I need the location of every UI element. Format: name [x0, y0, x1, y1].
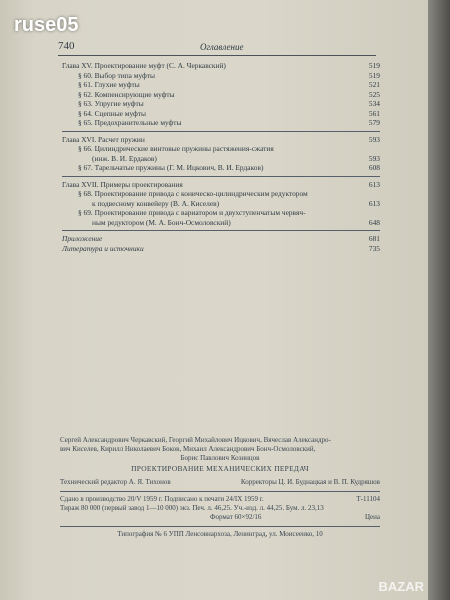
- imprint-authors-1: Сергей Александрович Черкавский, Георгий Михайлович Ицкович, Вячеслав Александро-: [60, 436, 331, 444]
- toc-entry: [62, 218, 380, 228]
- print-dates: Сдано в производство 20/V 1959 г. Подписано к печати 24/IX 1959 г.: [60, 495, 264, 503]
- toc-entry-title: § 62. Компенсирующие муфты: [78, 89, 175, 99]
- page-number: 740: [58, 40, 75, 52]
- print-format: Формат 60×92/16: [210, 513, 262, 521]
- imprint-rule: [60, 491, 380, 492]
- technical-editor: Технический редактор А. Я. Тихонов: [60, 478, 171, 486]
- print-price: Цена: [364, 513, 380, 521]
- toc-entry: [62, 109, 380, 119]
- toc-entry-title: § 64. Сцепные муфты: [78, 108, 146, 118]
- toc-entry-page: 519: [368, 61, 380, 70]
- toc-entry: [62, 199, 380, 209]
- toc-entry-title: (инж. В. И. Ердаков): [92, 153, 157, 163]
- watermark-logo: ruse05: [14, 14, 79, 36]
- imprint-editors: [60, 478, 380, 487]
- toc-entry: [62, 154, 380, 164]
- toc-entry-title: ным редуктором (М. А. Бонч-Осмоловский): [92, 217, 231, 227]
- binding-shadow: [428, 0, 450, 600]
- toc-entry: [62, 118, 380, 128]
- imprint-rule-2: [60, 526, 380, 527]
- toc-entry: [62, 99, 380, 109]
- toc-entry: [62, 208, 380, 218]
- toc-entry-page: 648: [368, 217, 380, 227]
- toc-entry: [62, 163, 380, 173]
- watermark-bottom: BAZAR: [378, 579, 424, 594]
- toc-entry-title: Глава XVII. Примеры проектирования: [62, 179, 183, 189]
- toc-entry-page: 593: [368, 153, 380, 163]
- toc-entry-title: § 60. Выбор типа муфты: [78, 70, 155, 80]
- toc-entry-title: к подвесному конвейеру (В. А. Киселев): [92, 198, 220, 208]
- toc-entry: [62, 234, 380, 244]
- toc-entry-page: 521: [368, 80, 380, 89]
- table-of-contents: [62, 61, 380, 253]
- toc-entry-page: 593: [368, 134, 380, 144]
- toc-entry-title: § 66. Цилиндрические винтовые пружины растяжения-сжатия: [78, 144, 274, 153]
- book-title: ПРОЕКТИРОВАНИЕ МЕХАНИЧЕСКИХ ПЕРЕДАЧ: [131, 464, 309, 473]
- toc-entry: [62, 71, 380, 81]
- toc-entry-page: 525: [368, 89, 380, 99]
- toc-entry-title: § 69. Проектирование привода с вариатором и двухступенчатым червяч-: [78, 208, 306, 217]
- print-line-1: [60, 495, 380, 504]
- toc-entry-page: 534: [368, 99, 380, 108]
- toc-entry: [62, 244, 380, 254]
- proofreaders: Корректоры Ц. И. Буднацкая и В. П. Кудряшов: [240, 478, 380, 486]
- print-line-2: Тираж 80 000 (первый завод 1—10 000) экз. Печ. л. 46,25. Уч.-изд. л. 44,25. Бум. л. 23,13: [60, 504, 324, 512]
- toc-entry: [62, 144, 380, 154]
- imprint-authors-3: Борис Павлович Козинцов: [180, 454, 260, 462]
- toc-rule: [62, 131, 380, 132]
- toc-entry-title: § 61. Глухие муфты: [78, 80, 140, 89]
- toc-entry: [62, 189, 380, 199]
- toc-entry-page: 579: [368, 118, 380, 127]
- toc-entry-page: 613: [368, 179, 380, 189]
- toc-chapter: [62, 180, 380, 190]
- imprint-authors-2: вич Киселев, Кирилл Николаевич Боков, Михаил Александрович Бонч-Осмоловский,: [60, 445, 316, 453]
- toc-rule: [62, 176, 380, 177]
- toc-entry-page: 519: [368, 70, 380, 80]
- imprint: [60, 436, 380, 539]
- toc-entry: [62, 90, 380, 100]
- toc-entry-title: § 67. Тарельчатые пружины (Г. М. Ицкович, В. И. Ердаков): [78, 163, 264, 172]
- running-head: Оглавление: [200, 42, 244, 52]
- toc-chapter: [62, 61, 380, 71]
- toc-entry-title: Литература и источники: [62, 243, 144, 253]
- toc-entry-title: § 68. Проектирование привода с коническо-цилиндрическим редуктором: [78, 189, 308, 198]
- typography-line: Типография № 6 УПП Ленсовнархоза, Ленинград, ул. Моисеенко, 10: [117, 530, 323, 538]
- toc-entry-page: 608: [368, 163, 380, 172]
- toc-entry-title: § 63. Упругие муфты: [78, 99, 144, 108]
- print-code: Т-11104: [356, 495, 380, 503]
- print-line-3: [60, 513, 380, 522]
- toc-entry-title: § 65. Предохранительные муфты: [78, 118, 182, 127]
- toc-entry-page: 561: [368, 108, 380, 118]
- toc-entry-page: 613: [368, 198, 380, 208]
- toc-entry-page: 681: [368, 234, 380, 243]
- toc-entry-title: Глава XV. Проектирование муфт (С. А. Черкавский): [62, 61, 226, 70]
- toc-entry-page: 735: [368, 243, 380, 253]
- toc-entry-title: Глава XVI. Расчет пружин: [62, 134, 145, 144]
- toc-entry: [62, 80, 380, 90]
- header-rule: [58, 55, 376, 56]
- toc-entry-title: Приложение: [62, 234, 103, 243]
- toc-rule: [62, 230, 380, 231]
- toc-chapter: [62, 135, 380, 145]
